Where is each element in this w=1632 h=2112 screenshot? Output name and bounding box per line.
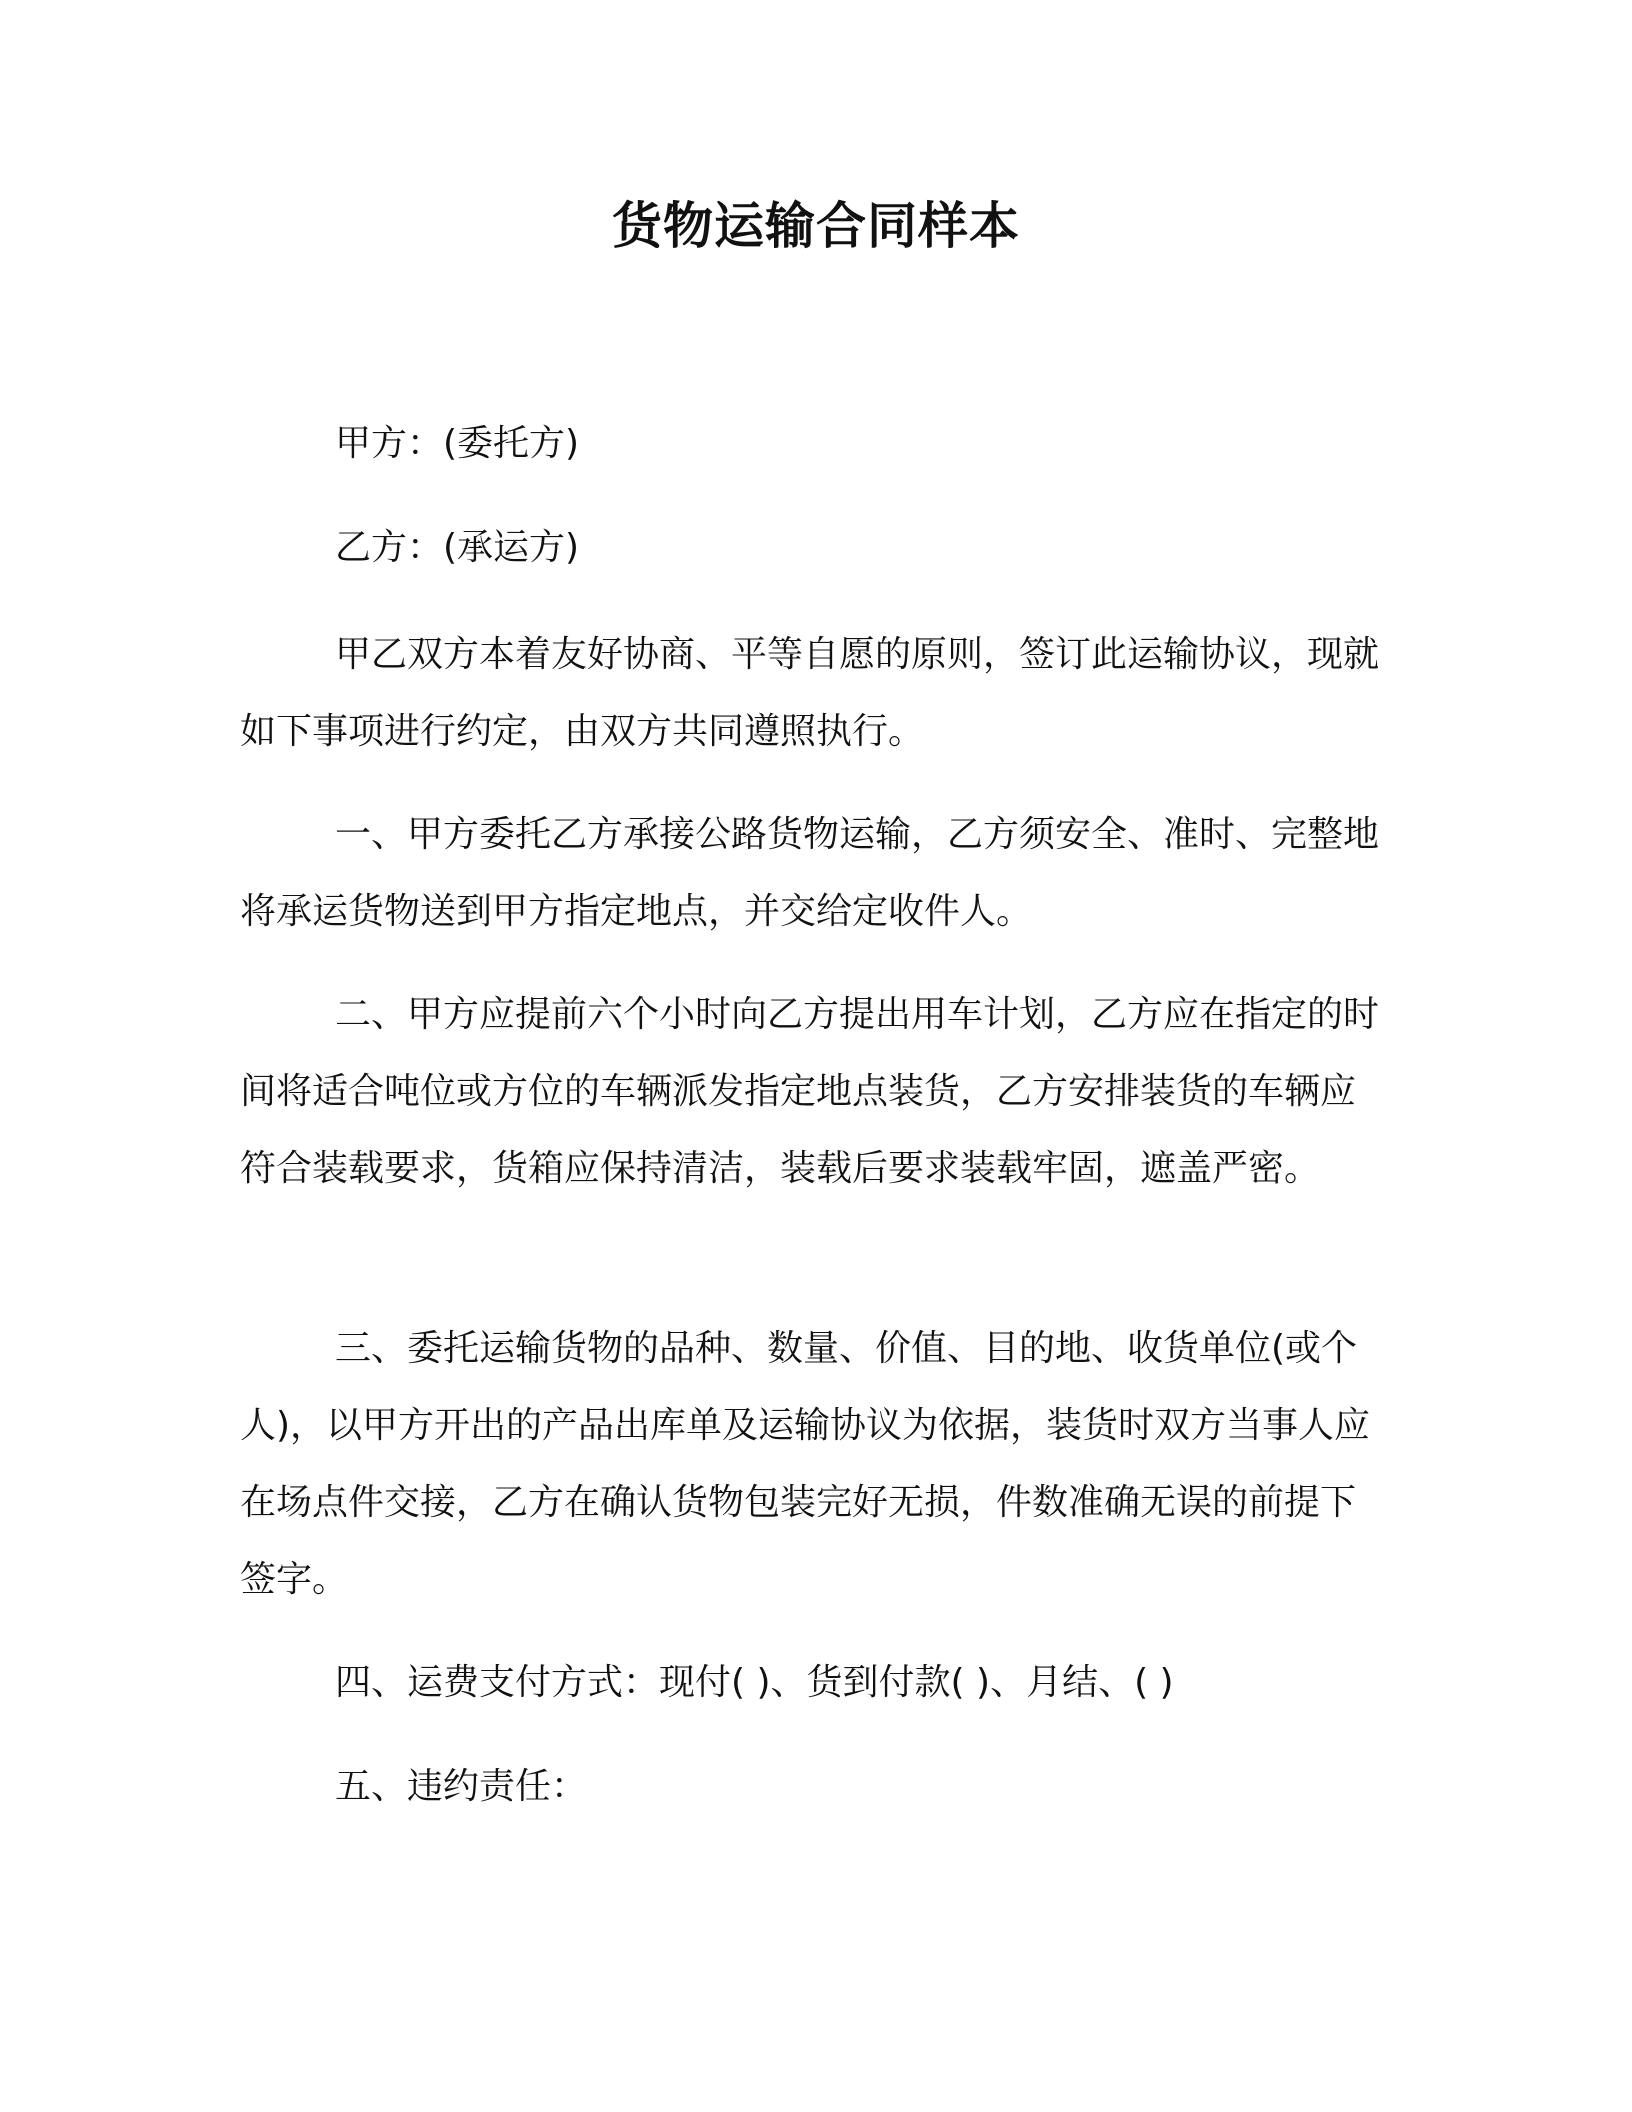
clause-4-paragraph: 四、运费支付方式：现付( )、货到付款( )、月结、( ) bbox=[335, 1662, 1174, 1703]
party-a-line: 甲方：(委托方) bbox=[335, 423, 580, 464]
clause-5-paragraph: 五、违约责任： bbox=[335, 1766, 588, 1807]
clause-2-paragraph: 二、甲方应提前六个小时向乙方提出用车计划，乙方应在指定的时间将适合吨位或方位的车辆派发指定地点装货，乙方安排装货的车辆应符合装载要求，货箱应保持清洁，装载后要求装载牢固，遮盖严密。 bbox=[240, 994, 1380, 1189]
clause-1-paragraph: 一、甲方委托乙方承接公路货物运输，乙方须安全、准时、完整地将承运货物送到甲方指定地点，并交给定收件人。 bbox=[240, 814, 1380, 932]
clause-3-paragraph: 三、委托运输货物的品种、数量、价值、目的地、收货单位(或个人)，以甲方开出的产品出库单及运输协议为依据，装货时双方当事人应在场点件交接，乙方在确认货物包装完好无损，件数准确无误的前提下签字。 bbox=[240, 1328, 1371, 1600]
document-title: 货物运输合同样本 bbox=[612, 197, 1020, 255]
intro-paragraph: 甲乙双方本着友好协商、平等自愿的原则，签订此运输协议，现就如下事项进行约定，由双方共同遵照执行。 bbox=[240, 634, 1380, 752]
party-b-line: 乙方：(承运方) bbox=[335, 527, 580, 568]
